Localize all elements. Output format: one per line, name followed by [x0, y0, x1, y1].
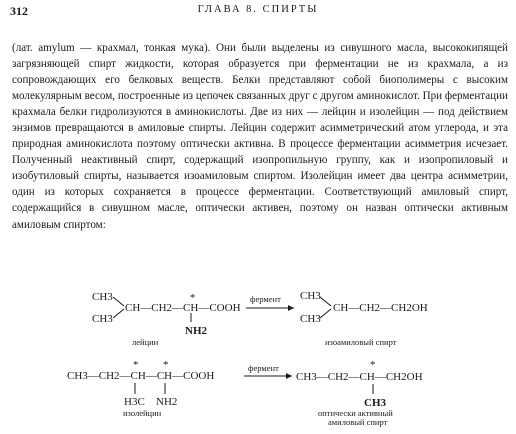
- leucine-chain: CH—CH2—CH—COOH: [125, 302, 241, 314]
- isoleucine-label: изолейцин: [123, 408, 162, 418]
- isoleucine-amino: NH2: [156, 396, 178, 408]
- isoleucine-methyl: H3C: [124, 396, 145, 408]
- body-paragraph: (лат. amylum — крахмал, тонкая мука). Они были выделены из сивушного масла, высококипящей загрязняющей спирт жидкости, которая образуется при ферментации не из крахмала, а из сопровождающих его белковых веществ. Белки представляют собой биополимеры с высоким молекулярным весом, построенные из цепочек связанных друг с другом аминокислот. При ферментации крахмала белки гидролизуются в аминокислоты. Две из них — лейцин и изолейцин — под действием энзимов превращаются в амиловые спирты. Лейцин содержит асимметрический атом углерода, и эта природная аминокислота поэтому оптически активна. В процессе ферментации асимметрия исчезает. Полученный неактивный спирт, содержащий изопропильную группу, как и изопропиловый и изобутиловый спирты, называется изоамиловым спиртом. Изолейцин имеет два центра асимметрии, один из которых сохраняется в процессе ферментации. Соответствующий амиловый спирт, содержащийся в сивушном масле, оптически активен, поэтому он назван оптически активным амиловым спиртом:: [12, 42, 508, 231]
- isoleucine-asterisk-2: *: [163, 359, 169, 371]
- leucine-bond-lower: [113, 309, 124, 318]
- isoamyl-bond-upper: [320, 297, 331, 306]
- reaction-2: [67, 359, 423, 427]
- active-amyl-methyl: CH3: [364, 397, 386, 409]
- arrow-1-label: фермент: [250, 294, 281, 304]
- active-amyl-label-line1: оптически активный: [318, 408, 393, 418]
- active-amyl-chain: CH3—CH2—CH—CH2OH: [296, 371, 423, 383]
- leucine-ch3-bottom: CH3: [92, 313, 113, 325]
- chapter-title: ГЛАВА 8. СПИРТЫ: [197, 4, 319, 15]
- arrow-2-head: [286, 373, 292, 379]
- isoleucine-asterisk-1: *: [133, 359, 139, 371]
- leucine-label: лейцин: [132, 337, 159, 347]
- arrow-2-label: фермент: [248, 363, 279, 373]
- active-amyl-asterisk: *: [370, 359, 376, 371]
- isoamyl-label: изоамиловый спирт: [325, 337, 397, 347]
- leucine-asterisk: *: [190, 292, 196, 304]
- isoleucine-chain: CH3—CH2—CH—CH—COOH: [67, 370, 215, 382]
- isoamyl-ch3-top: CH3: [300, 290, 321, 302]
- leucine-ch3-top: CH3: [92, 291, 113, 303]
- leucine-bond-upper: [113, 297, 124, 306]
- isoamyl-bond-lower: [320, 309, 331, 318]
- arrow-1-head: [288, 305, 294, 311]
- page-number: 312: [10, 4, 28, 18]
- leucine-amino: NH2: [185, 325, 207, 337]
- isoamyl-chain: CH—CH2—CH2OH: [333, 302, 428, 314]
- reaction-1: [92, 290, 428, 347]
- isoamyl-ch3-bottom: CH3: [300, 313, 321, 325]
- active-amyl-label-line2: амиловый спирт: [328, 417, 388, 427]
